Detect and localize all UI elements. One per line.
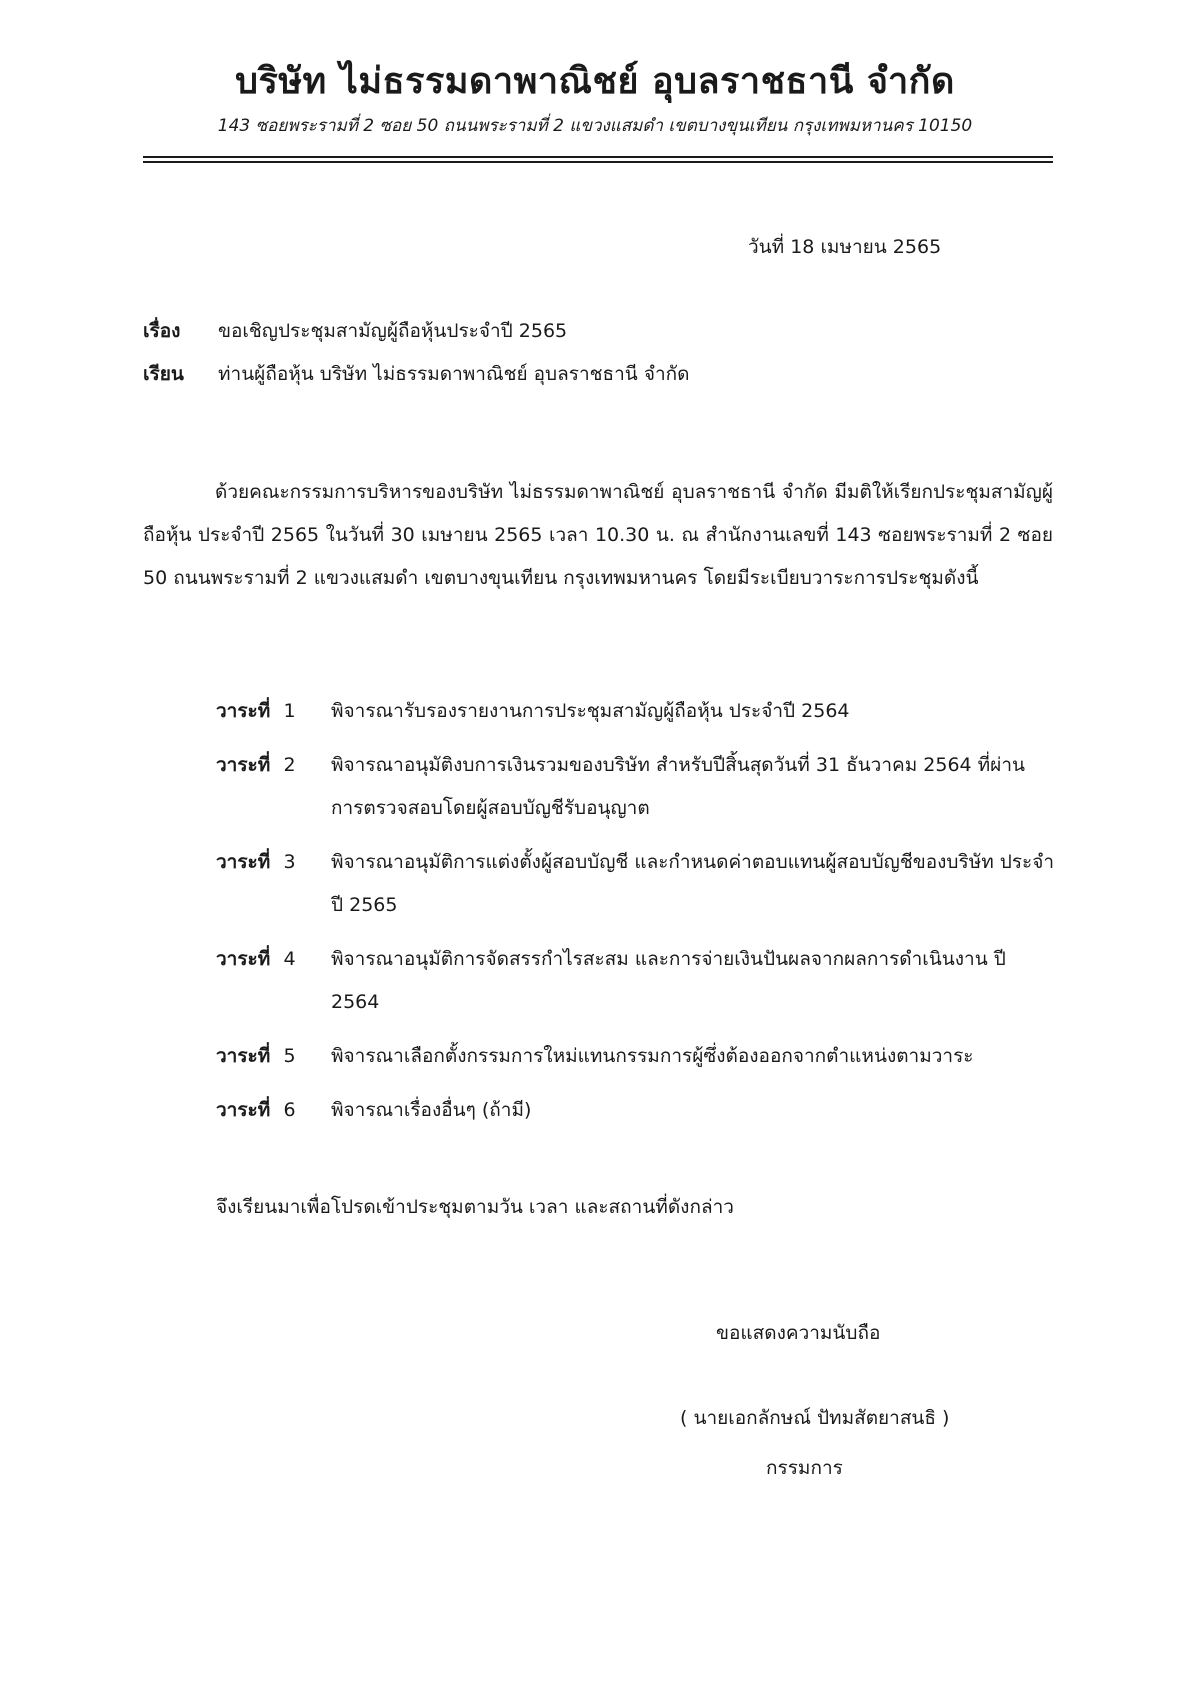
body-paragraph: ด้วยคณะกรรมการบริหารของบริษัท ไม่ธรรมดาพาณิชย์ อุบลราชธานี จำกัด มีมติให้เรียกประชุมสามัญผู้ถือหุ้น ประจำปี 2565 ในวันที่ 30 เมษายน 2565 เวลา 10.30 น. ณ สำนักงานเลขที่ 143 ซอยพระรามที่ 2 ซอย 50 ถนนพระรามที่ 2 แขวงแสมดำ เขตบางขุนเทียน กรุงเทพมหานคร โดยมีระเบียบวาระการประชุมดังนี้ bbox=[143, 481, 1053, 589]
regards: ขอแสดงความนับถือ bbox=[716, 1322, 881, 1344]
recipient-text: ท่านผู้ถือหุ้น บริษัท ไม่ธรรมดาพาณิชย์ อุบลราชธานี จำกัด bbox=[218, 363, 690, 385]
agenda-list bbox=[216, 690, 1056, 1143]
agenda-item bbox=[216, 744, 1056, 830]
agenda-text: พิจารณารับรองรายงานการประชุมสามัญผู้ถือหุ้น ประจำปี 2564 bbox=[331, 700, 850, 722]
header-divider-top bbox=[143, 156, 1053, 158]
signer-name: ( นายเอกลักษณ์ ปัทมสัตยาสนธิ ) bbox=[680, 1407, 950, 1429]
agenda-text: พิจารณาอนุมัติการจัดสรรกำไรสะสม และการจ่ายเงินปันผลจากผลการดำเนินงาน ปี 2564 bbox=[331, 948, 1006, 1013]
subject-label: เรื่อง bbox=[143, 320, 181, 342]
header-divider-bottom bbox=[143, 161, 1053, 163]
agenda-text: พิจารณาเลือกตั้งกรรมการใหม่แทนกรรมการผู้ซึ่งต้องออกจากตำแหน่งตามวาระ bbox=[331, 1045, 974, 1067]
recipient-label: เรียน bbox=[143, 363, 184, 385]
agenda-item bbox=[216, 938, 1056, 1024]
agenda-item bbox=[216, 841, 1056, 927]
subject-row bbox=[143, 316, 567, 346]
subject-text: ขอเชิญประชุมสามัญผู้ถือหุ้นประจำปี 2565 bbox=[218, 320, 568, 342]
letter-date: วันที่ 18 เมษายน 2565 bbox=[748, 236, 942, 258]
agenda-label: วาระที่ 6 bbox=[216, 1099, 296, 1121]
agenda-label: วาระที่ 2 bbox=[216, 754, 296, 776]
company-address: 143 ซอยพระรามที่ 2 ซอย 50 ถนนพระรามที่ 2 แขวงแสมดำ เขตบางขุนเทียน กรุงเทพมหานคร 10150 bbox=[217, 116, 973, 136]
agenda-label: วาระที่ 3 bbox=[216, 851, 296, 873]
agenda-label: วาระที่ 4 bbox=[216, 948, 296, 970]
recipient-row bbox=[143, 359, 689, 389]
agenda-label: วาระที่ 1 bbox=[216, 700, 296, 722]
agenda-text: พิจารณาอนุมัติงบการเงินรวมของบริษัท สำหรับปีสิ้นสุดวันที่ 31 ธันวาคม 2564 ที่ผ่านการตรวจสอบโดยผู้สอบบัญชีรับอนุญาต bbox=[331, 754, 1025, 819]
agenda-item bbox=[216, 690, 1056, 733]
agenda-text: พิจารณาอนุมัติการแต่งตั้งผู้สอบบัญชี และกำหนดค่าตอบแทนผู้สอบบัญชีของบริษัท ประจำปี 2565 bbox=[331, 851, 1055, 916]
agenda-text: พิจารณาเรื่องอื่นๆ (ถ้ามี) bbox=[331, 1099, 532, 1121]
agenda-item bbox=[216, 1089, 1056, 1132]
agenda-label: วาระที่ 5 bbox=[216, 1045, 296, 1067]
agenda-item bbox=[216, 1035, 1056, 1078]
signer-title: กรรมการ bbox=[766, 1457, 843, 1479]
company-name: บริษัท ไม่ธรรมดาพาณิชย์ อุบลราชธานี จำกัด bbox=[235, 61, 955, 102]
closing-sentence: จึงเรียนมาเพื่อโปรดเข้าประชุมตามวัน เวลา และสถานที่ดังกล่าว bbox=[216, 1196, 734, 1218]
